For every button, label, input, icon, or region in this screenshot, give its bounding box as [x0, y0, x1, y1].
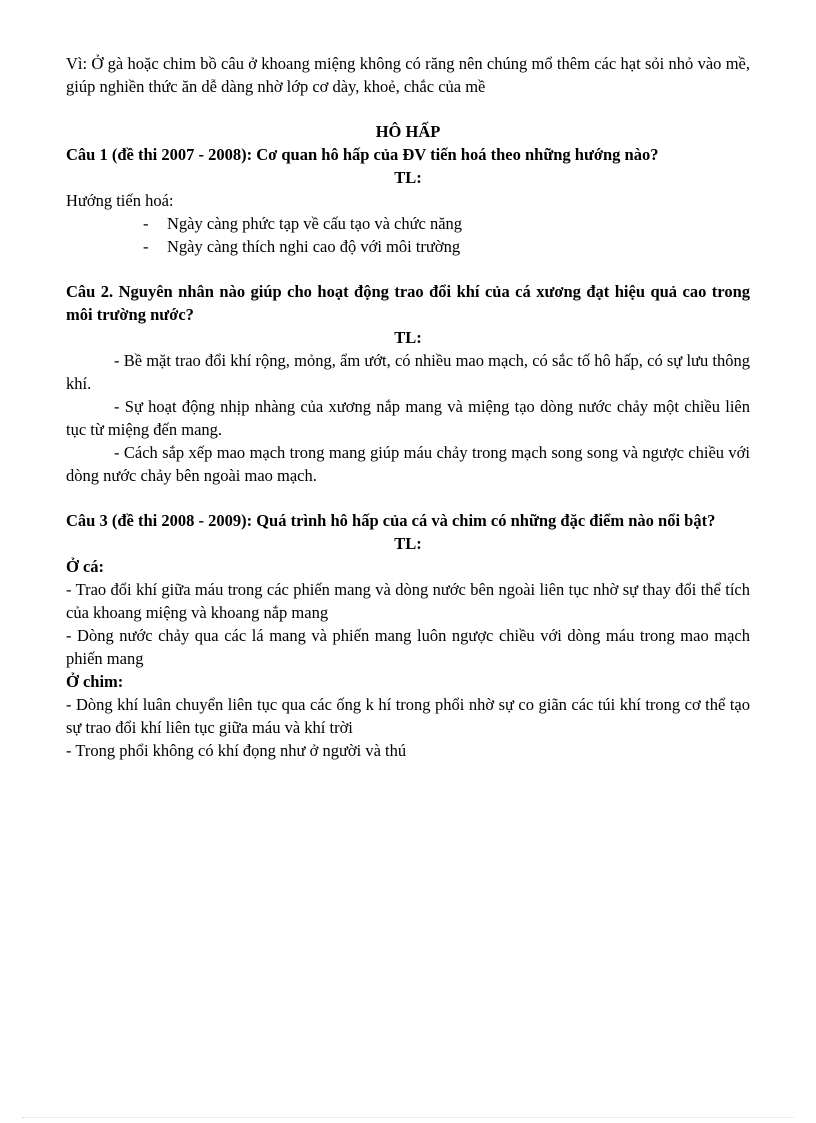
- bird-point: - Trong phổi không có khí đọng như ở người và thú: [66, 741, 407, 760]
- list-item: - Ngày càng phức tạp về cấu tạo và chức năng: [143, 212, 750, 235]
- question-1: Câu 1 (đề thi 2007 - 2008): Cơ quan hô hấp của ĐV tiến hoá theo những hướng nào?: [66, 145, 659, 164]
- q2-paragraph: - Sự hoạt động nhịp nhàng của xương nắp mang và miệng tạo dòng nước chảy một chiều liên tục từ miệng đến mang.: [66, 397, 750, 439]
- intro-paragraph: Vì: Ở gà hoặc chim bồ câu ở khoang miệng không có răng nên chúng mổ thêm các hạt sỏi nhỏ vào mề, giúp nghiền thức ăn dễ dàng nhờ lớp cơ dày, khoẻ, chắc của mề: [66, 54, 750, 96]
- bird-point: - Dòng khí luân chuyển liên tục qua các ống k hí trong phổi nhờ sự co giãn các túi khí trong cơ thể tạo sự trao đổi khí liên tục giữa máu và khí trời: [66, 695, 750, 737]
- q1-list: [66, 212, 750, 258]
- q1-lead: Hướng tiến hoá:: [66, 191, 174, 210]
- fish-point: - Dòng nước chảy qua các lá mang và phiến mang luôn ngược chiều với dòng máu trong mao mạch phiến mang: [66, 626, 750, 668]
- q2-paragraph: - Cách sắp xếp mao mạch trong mang giúp máu chảy trong mạch song song và ngược chiều với dòng nước chảy bên ngoài mao mạch.: [66, 443, 750, 485]
- question-2: Câu 2. Nguyên nhân nào giúp cho hoạt động trao đổi khí của cá xương đạt hiệu quả cao trong môi trường nước?: [66, 282, 750, 324]
- fish-point: - Trao đổi khí giữa máu trong các phiến mang và dòng nước bên ngoài liên tục nhờ sự thay đổi thể tích của khoang miệng và khoang nắp mang: [66, 580, 750, 622]
- document-page: [66, 52, 750, 762]
- fish-heading: Ở cá:: [66, 557, 105, 576]
- q2-paragraph: - Bề mặt trao đổi khí rộng, mỏng, ẩm ướt, có nhiều mao mạch, có sắc tố hô hấp, có sự lưu thông khí.: [66, 351, 750, 393]
- answer-label-2: TL:: [394, 328, 422, 347]
- bird-heading: Ở chim:: [66, 672, 124, 691]
- answer-label-3: TL:: [394, 534, 422, 553]
- question-3: Câu 3 (đề thi 2008 - 2009): Quá trình hô hấp của cá và chim có những đặc điểm nào nổi bật?: [66, 511, 716, 530]
- list-item: - Ngày càng thích nghi cao độ với môi trường: [143, 235, 750, 258]
- section-title: HÔ HẤP: [375, 122, 441, 141]
- page-bottom-divider: [22, 1117, 794, 1118]
- answer-label-1: TL:: [394, 168, 422, 187]
